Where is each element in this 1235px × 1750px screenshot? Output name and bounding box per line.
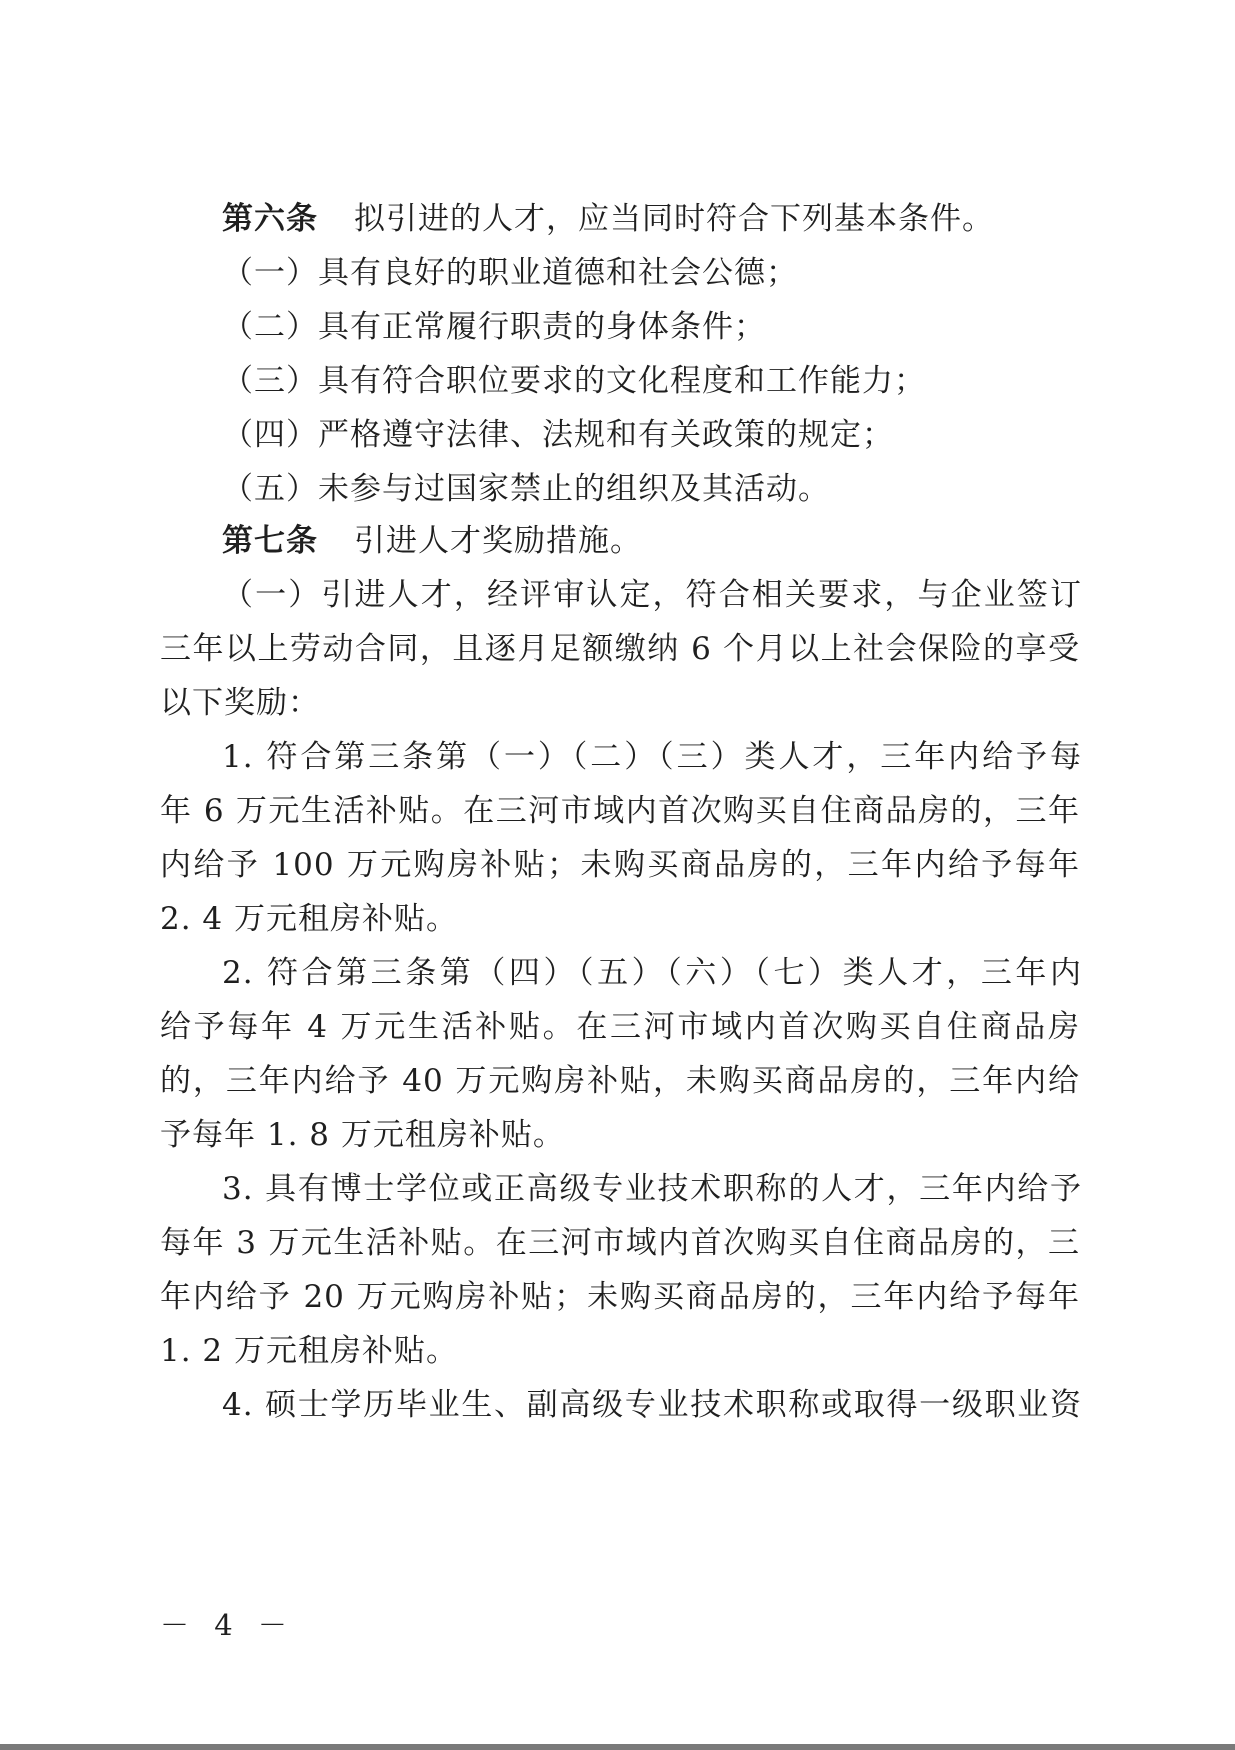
body-line: 1. 2 万元租房补贴。 xyxy=(160,1333,459,1369)
body-line: 1. 符合第三条第（一）（二）（三）类人才，三年内给予每 xyxy=(222,739,1082,775)
body-line: 内给予 100 万元购房补贴；未购买商品房的，三年内给予每年 xyxy=(160,847,1080,883)
body-line: 4. 硕士学历毕业生、副高级专业技术职称或取得一级职业资 xyxy=(222,1387,1082,1423)
body-line: 3. 具有博士学位或正高级专业技术职称的人才，三年内给予 xyxy=(222,1171,1082,1207)
page-number: － 4 － xyxy=(160,1608,295,1642)
body-line: 三年以上劳动合同，且逐月足额缴纳 6 个月以上社会保险的享受 xyxy=(160,631,1080,667)
article-6-text: 拟引进的人才，应当同时符合下列基本条件。 xyxy=(354,201,994,237)
article-7-paragraph xyxy=(222,521,1082,561)
body-line: 的，三年内给予 40 万元购房补贴，未购买商品房的，三年内给 xyxy=(160,1063,1080,1099)
body-line: 2. 符合第三条第（四）（五）（六）（七）类人才，三年内 xyxy=(222,955,1082,991)
body-line: 年内给予 20 万元购房补贴；未购买商品房的，三年内给予每年 xyxy=(160,1279,1080,1315)
article-6-item-1: （一）具有良好的职业道德和社会公德； xyxy=(222,255,798,291)
body-line: 2. 4 万元租房补贴。 xyxy=(160,901,459,937)
body-line: 予每年 1. 8 万元租房补贴。 xyxy=(160,1117,565,1153)
article-6-item-2: （二）具有正常履行职责的身体条件； xyxy=(222,309,766,345)
article-6-item-3: （三）具有符合职位要求的文化程度和工作能力； xyxy=(222,363,926,399)
article-7-text: 引进人才奖励措施。 xyxy=(354,523,642,559)
body-line: 以下奖励： xyxy=(160,685,320,721)
scan-bottom-edge xyxy=(0,1744,1235,1750)
body-line: 给予每年 4 万元生活补贴。在三河市域内首次购买自住商品房 xyxy=(160,1009,1080,1045)
article-7-heading: 第七条 xyxy=(222,523,318,559)
body-line: 年 6 万元生活补贴。在三河市域内首次购买自住商品房的，三年 xyxy=(160,793,1080,829)
article-6-item-5: （五）未参与过国家禁止的组织及其活动。 xyxy=(222,471,830,507)
article-6-heading: 第六条 xyxy=(222,201,318,237)
article-6-item-4: （四）严格遵守法律、法规和有关政策的规定； xyxy=(222,417,894,453)
body-line: （一）引进人才，经评审认定，符合相关要求，与企业签订 xyxy=(222,577,1082,613)
article-6-paragraph xyxy=(222,199,1082,239)
body-line: 每年 3 万元生活补贴。在三河市域内首次购买自住商品房的，三 xyxy=(160,1225,1080,1261)
